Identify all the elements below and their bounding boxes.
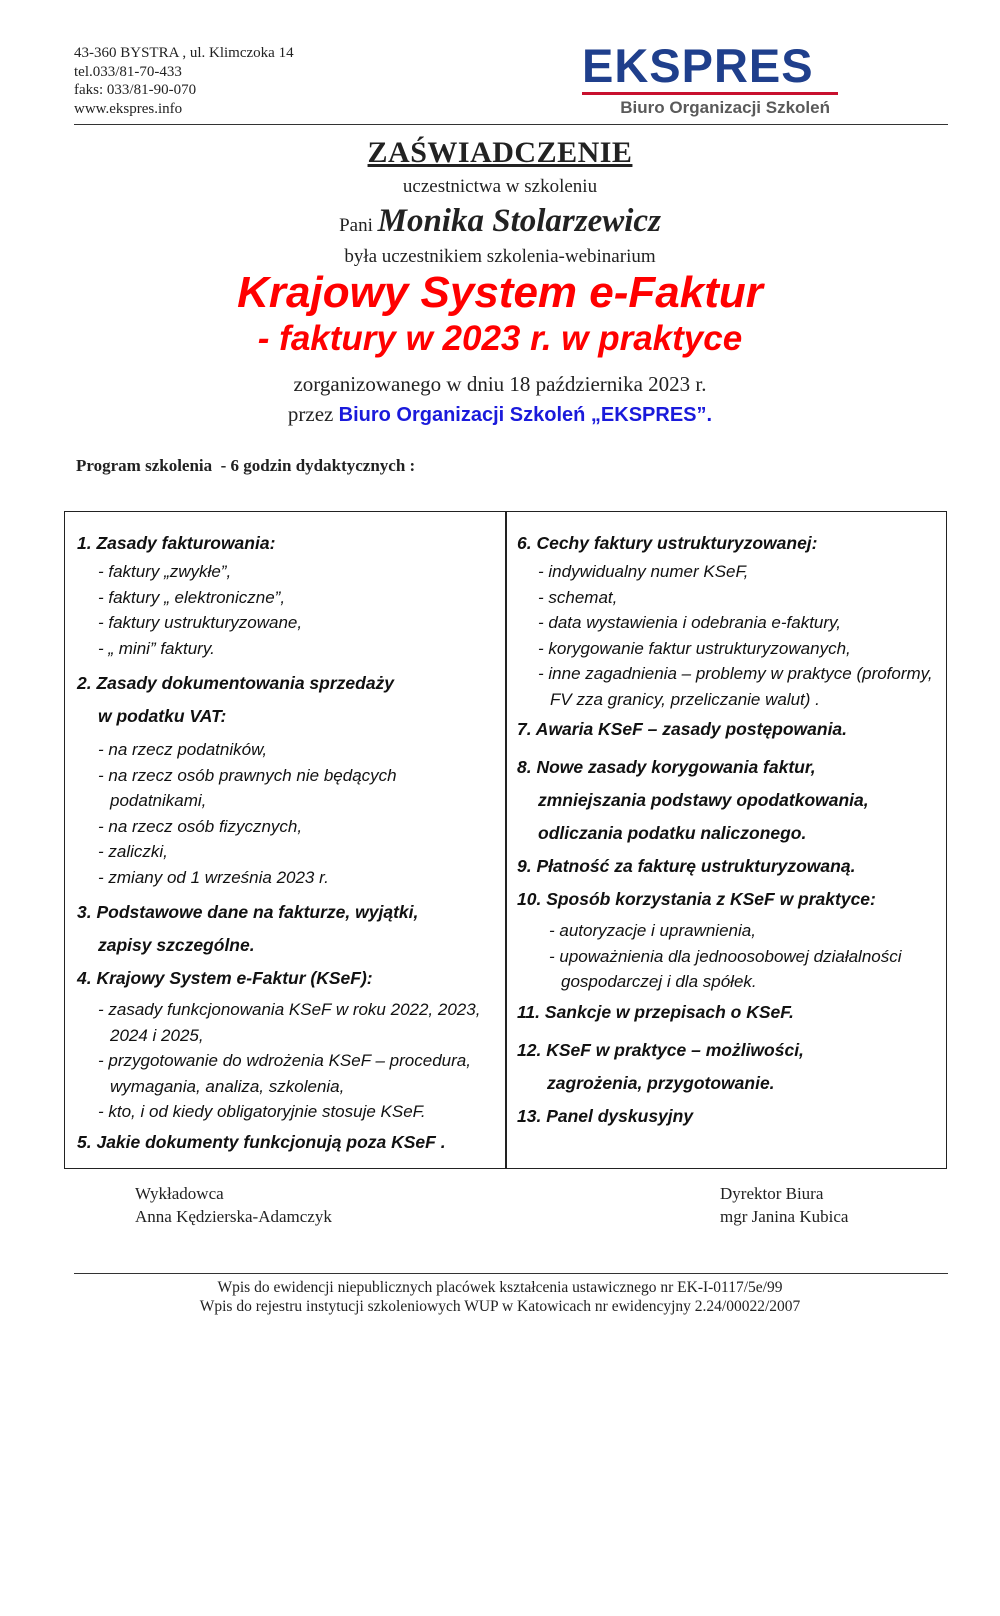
salutation: Pani	[339, 215, 373, 236]
program-item-12-cont: zagrożenia, przygotowanie.	[547, 1072, 775, 1093]
program-column-right	[517, 532, 942, 1133]
program-item-13: 13. Panel dyskusyjny	[517, 1105, 694, 1126]
program-item-4-subs	[77, 997, 497, 1125]
program-item-11: 11. Sankcje w przepisach o KSeF.	[517, 1001, 794, 1022]
director-signature	[720, 1182, 848, 1228]
list-item: - faktury ustrukturyzowane,	[98, 613, 303, 632]
lecturer-signature	[135, 1182, 332, 1228]
program-item-2: 2. Zasady dokumentowania sprzedaży	[77, 673, 395, 693]
logo-wordmark: EKSPRES	[582, 39, 814, 92]
program-item-1: 1. Zasady fakturowania:	[77, 533, 276, 553]
list-item: - faktury „zwykłe”,	[98, 562, 232, 581]
director-name: mgr Janina Kubica	[720, 1207, 849, 1226]
participant-line	[0, 203, 1000, 240]
list-item: - na rzecz osób prawnych nie będących podatnikami,	[98, 765, 397, 810]
program-item-8-cont2: odliczania podatku naliczonego.	[538, 823, 807, 843]
program-item-3-cont: zapisy szczególne.	[98, 935, 255, 955]
program-item-8-cont: zmniejszania podstawy opodatkowania,	[538, 790, 869, 810]
program-item-7: 7. Awaria KSeF – zasady postępowania.	[517, 719, 848, 739]
list-item: - data wystawienia i odebrania e-faktury,	[538, 613, 842, 632]
organizer-name: Biuro Organizacji Szkoleń „EKSPRES”.	[338, 404, 713, 426]
list-item: - kto, i od kiedy obligatoryjnie stosuje KSeF.	[98, 1102, 426, 1121]
company-contact	[74, 44, 294, 118]
certificate-title: ZAŚWIADCZENIE	[367, 136, 633, 169]
program-item-4: 4. Krajowy System e-Faktur (KSeF):	[77, 968, 373, 988]
lecturer-label: Wykładowca	[135, 1184, 224, 1203]
program-item-2-subs	[77, 737, 497, 890]
footer-line-2: Wpis do rejestru instytucji szkoleniowych WUP w Katowicach nr ewidencyjny 2.24/00022/2007	[199, 1298, 801, 1315]
company-website: www.ekspres.info	[74, 100, 183, 117]
program-column-left	[77, 532, 497, 1164]
list-item: - „ mini” faktury.	[98, 638, 215, 658]
participation-text: była uczestnikiem szkolenia-webinarium	[344, 246, 656, 267]
program-item-6-subs	[517, 559, 942, 712]
program-heading: Program szkolenia - 6 godzin dydaktycznych :	[76, 456, 416, 475]
list-item: - upoważnienia dla jednoosobowej działalności gospodarczej i dla spółek.	[549, 946, 902, 991]
director-label: Dyrektor Biura	[720, 1184, 824, 1203]
company-fax: faks: 033/81-90-070	[74, 82, 197, 98]
program-item-9: 9. Płatność za fakturę ustrukturyzowaną.	[517, 856, 856, 876]
list-item: - na rzecz podatników,	[98, 740, 268, 759]
list-item: - schemat,	[538, 587, 618, 607]
course-date: zorganizowanego w dniu 18 października 2023 r.	[293, 372, 707, 396]
list-item: - na rzecz osób fizycznych,	[98, 816, 303, 836]
program-item-12: 12. KSeF w praktyce – możliwości,	[517, 1039, 804, 1060]
list-item: - inne zagadnienia – problemy w praktyce (proformy, FV zza granicy, przeliczanie walut) .	[538, 664, 933, 709]
program-item-2-cont: w podatku VAT:	[98, 706, 227, 726]
program-table	[64, 511, 947, 1169]
certificate-subtitle: uczestnictwa w szkoleniu	[402, 176, 598, 197]
course-subtitle: - faktury w 2023 r. w praktyce	[257, 319, 743, 358]
program-item-5: 5. Jakie dokumenty funkcjonują poza KSeF .	[77, 1131, 446, 1152]
logo-rule	[582, 92, 838, 95]
list-item: - zmiany od 1 września 2023 r.	[98, 867, 329, 887]
list-item: - indywidualny numer KSeF,	[538, 562, 749, 581]
ekspres-logo	[582, 39, 844, 118]
registration-footer	[0, 1278, 1000, 1316]
organizer-prefix: przez	[287, 402, 334, 426]
company-address: 43-360 BYSTRA , ul. Klimczoka 14	[74, 45, 294, 61]
list-item: - faktury „ elektroniczne”,	[98, 587, 286, 607]
course-title: Krajowy System e-Faktur	[237, 268, 763, 317]
list-item: - przygotowanie do wdrożenia KSeF – procedura, wymagania, analiza, szkolenia,	[98, 1051, 471, 1096]
program-item-1-subs	[77, 559, 497, 661]
column-divider	[505, 512, 507, 1168]
program-item-10-subs	[517, 918, 942, 995]
list-item: - zaliczki,	[98, 842, 168, 861]
list-item: - zasady funkcjonowania KSeF w roku 2022, 2023, 2024 i 2025,	[98, 1000, 481, 1045]
program-item-10: 10. Sposób korzystania z KSeF w praktyce:	[517, 889, 876, 909]
company-phone: tel.033/81-70-433	[74, 63, 182, 80]
list-item: - autoryzacje i uprawnienia,	[549, 921, 756, 940]
logo-tagline: Biuro Organizacji Szkoleń	[620, 98, 830, 117]
participant-name: Monika Stolarzewicz	[377, 203, 661, 239]
footer-divider	[74, 1273, 948, 1274]
footer-line-1: Wpis do ewidencji niepublicznych placówek kształcenia ustawicznego nr EK-I-0117/5e/99	[217, 1279, 783, 1296]
lecturer-name: Anna Kędzierska-Adamczyk	[135, 1207, 332, 1226]
header-divider	[74, 124, 948, 125]
program-item-6: 6. Cechy faktury ustrukturyzowanej:	[517, 533, 818, 553]
list-item: - korygowanie faktur ustrukturyzowanych,	[538, 638, 851, 658]
program-item-8: 8. Nowe zasady korygowania faktur,	[517, 757, 816, 777]
program-item-3: 3. Podstawowe dane na fakturze, wyjątki,	[77, 902, 419, 922]
organizer-line	[0, 402, 1000, 427]
